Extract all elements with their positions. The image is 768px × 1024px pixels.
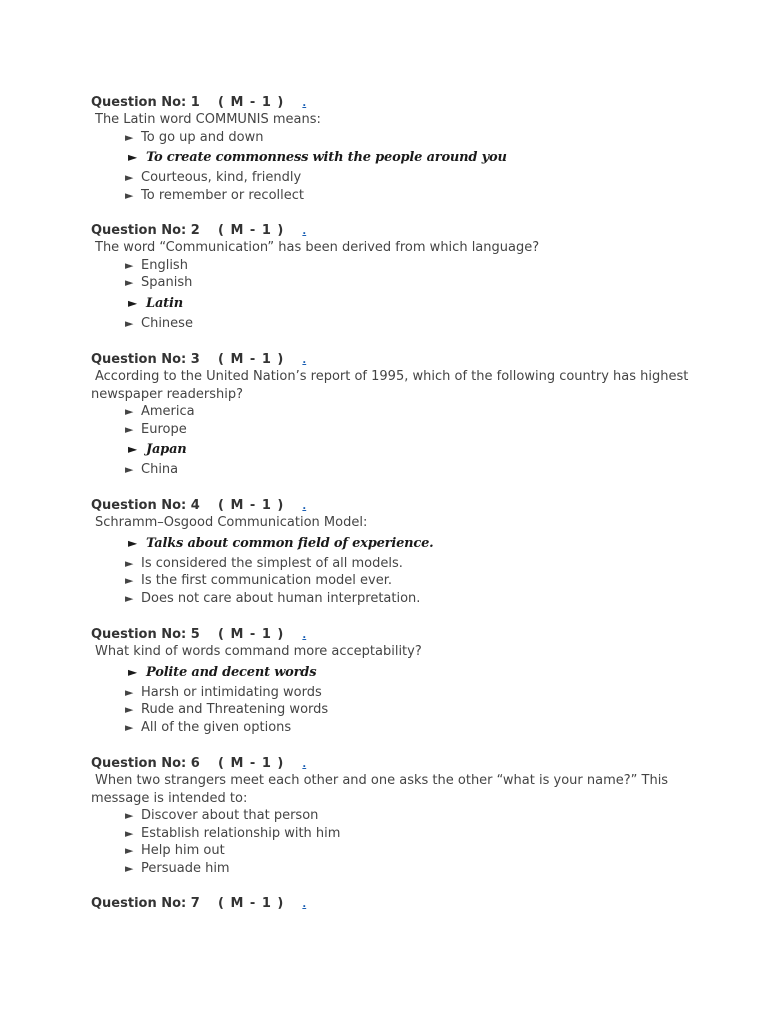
question-6: [91, 755, 711, 877]
arrow-icon: ►: [128, 442, 138, 456]
option-item: [91, 257, 711, 275]
question-2: [91, 222, 711, 332]
question-header: [91, 351, 711, 368]
arrow-icon: ►: [125, 826, 134, 840]
option-item: [91, 719, 711, 737]
arrow-icon: ►: [125, 574, 134, 587]
question-number: Question No: 1: [91, 95, 200, 110]
question-3: [91, 351, 711, 479]
question-7: [91, 895, 711, 912]
option-label: Japan: [146, 442, 187, 457]
option-item: [91, 403, 711, 421]
question-number: Question No: 6: [91, 756, 200, 771]
option-label: To go up and down: [141, 129, 264, 145]
arrow-icon: ►: [128, 295, 138, 310]
question-number: Question No: 7: [91, 896, 200, 911]
question-text: What kind of words command more acceptability?: [95, 644, 422, 659]
arrow-icon: ►: [125, 422, 134, 436]
option-item: [91, 807, 711, 825]
question-marks: ( M - 1 ): [218, 223, 285, 238]
arrow-icon: ►: [128, 535, 138, 550]
option-label: America: [141, 404, 195, 419]
arrow-icon: ►: [125, 463, 134, 476]
option-item: [91, 315, 711, 333]
option-item: [91, 860, 711, 878]
question-header: [91, 497, 711, 514]
option-label: Rude and Threatening words: [141, 702, 329, 717]
option-label: Chinese: [141, 315, 193, 331]
question-marks: ( M - 1 ): [218, 498, 285, 513]
arrow-icon: ►: [125, 685, 134, 699]
question-header: [91, 895, 711, 912]
option-item: [91, 187, 711, 205]
option-item: [91, 825, 711, 843]
option-label: Does not care about human interpretation.: [141, 590, 421, 606]
option-label: Talks about common field of experience.: [146, 535, 434, 551]
option-label: Is the first communication model ever.: [141, 573, 392, 588]
arrow-icon: ►: [128, 664, 138, 679]
question-link[interactable]: .: [302, 98, 307, 109]
option-item-correct: [91, 292, 711, 315]
question-text: Schramm–Osgood Communication Model:: [95, 515, 368, 530]
option-item: [91, 590, 711, 608]
question-link[interactable]: .: [302, 355, 307, 366]
option-item: [91, 129, 711, 147]
option-item: [91, 274, 711, 292]
question-text: The word “Communication” has been derived from which language?: [95, 240, 540, 255]
option-item: [91, 461, 711, 479]
arrow-icon: ►: [125, 556, 134, 570]
option-label: All of the given options: [141, 719, 292, 735]
question-1: [91, 94, 711, 204]
option-label: Courteous, kind, friendly: [141, 170, 302, 185]
question-number: Question No: 5: [91, 627, 200, 642]
arrow-icon: ►: [125, 316, 134, 330]
arrow-icon: ►: [125, 591, 134, 605]
option-label: English: [141, 257, 188, 273]
option-label: Harsh or intimidating words: [141, 684, 322, 700]
options-list: [91, 403, 711, 479]
options-list: [91, 807, 711, 877]
option-label: China: [141, 462, 179, 477]
arrow-icon: ►: [125, 188, 134, 202]
question-number: Question No: 3: [91, 352, 200, 367]
option-item: [91, 572, 711, 590]
arrow-icon: ►: [125, 703, 134, 716]
option-label: To remember or recollect: [141, 187, 304, 203]
option-label: To create commonness with the people around you: [146, 150, 507, 165]
question-text: When two strangers meet each other and one asks the other “what is your name?” This message is intended to:: [91, 773, 669, 806]
question-link[interactable]: .: [302, 501, 307, 512]
question-link[interactable]: .: [302, 226, 307, 237]
option-label: Europe: [141, 421, 187, 437]
option-item-correct: [91, 532, 711, 555]
question-marks: ( M - 1 ): [218, 896, 285, 911]
arrow-icon: ►: [125, 861, 134, 875]
arrow-icon: ►: [125, 809, 134, 822]
options-list: [91, 129, 711, 205]
option-item: [91, 421, 711, 439]
arrow-icon: ►: [125, 720, 134, 734]
option-item-correct: [91, 661, 711, 684]
arrow-icon: ►: [125, 405, 134, 418]
question-number: Question No: 4: [91, 498, 200, 513]
arrow-icon: ►: [125, 130, 134, 144]
option-label: Establish relationship with him: [141, 825, 341, 841]
option-label: Is considered the simplest of all models.: [141, 555, 403, 571]
options-list: [91, 257, 711, 333]
question-header: [91, 626, 711, 643]
question-5: [91, 626, 711, 736]
question-header: [91, 94, 711, 111]
option-item: [91, 701, 711, 719]
option-label: Discover about that person: [141, 808, 319, 823]
question-header: [91, 755, 711, 772]
option-item: [91, 842, 711, 860]
question-marks: ( M - 1 ): [218, 756, 285, 771]
option-item-correct: [91, 438, 711, 461]
arrow-icon: ►: [125, 258, 134, 272]
question-4: [91, 497, 711, 607]
option-item: [91, 555, 711, 573]
option-item-correct: [91, 146, 711, 169]
question-link[interactable]: .: [302, 759, 307, 770]
question-marks: ( M - 1 ): [218, 95, 285, 110]
option-label: Spanish: [141, 275, 193, 290]
question-marks: ( M - 1 ): [218, 627, 285, 642]
question-number: Question No: 2: [91, 223, 200, 238]
option-item: [91, 684, 711, 702]
option-label: Polite and decent words: [146, 664, 317, 680]
arrow-icon: ►: [128, 150, 138, 164]
option-label: Help him out: [141, 843, 225, 858]
question-link[interactable]: .: [302, 630, 307, 641]
arrow-icon: ►: [125, 844, 134, 857]
arrow-icon: ►: [125, 171, 134, 184]
question-marks: ( M - 1 ): [218, 352, 285, 367]
option-label: Persuade him: [141, 860, 230, 876]
question-text: According to the United Nation’s report of 1995, which of the following country has highest newspaper readership?: [91, 369, 689, 402]
option-label: Latin: [146, 295, 183, 311]
question-header: [91, 222, 711, 239]
options-list: [91, 661, 711, 737]
question-link[interactable]: .: [302, 899, 307, 910]
arrow-icon: ►: [125, 276, 134, 289]
question-text: The Latin word COMMUNIS means:: [95, 112, 321, 127]
option-item: [91, 169, 711, 187]
options-list: [91, 532, 711, 608]
